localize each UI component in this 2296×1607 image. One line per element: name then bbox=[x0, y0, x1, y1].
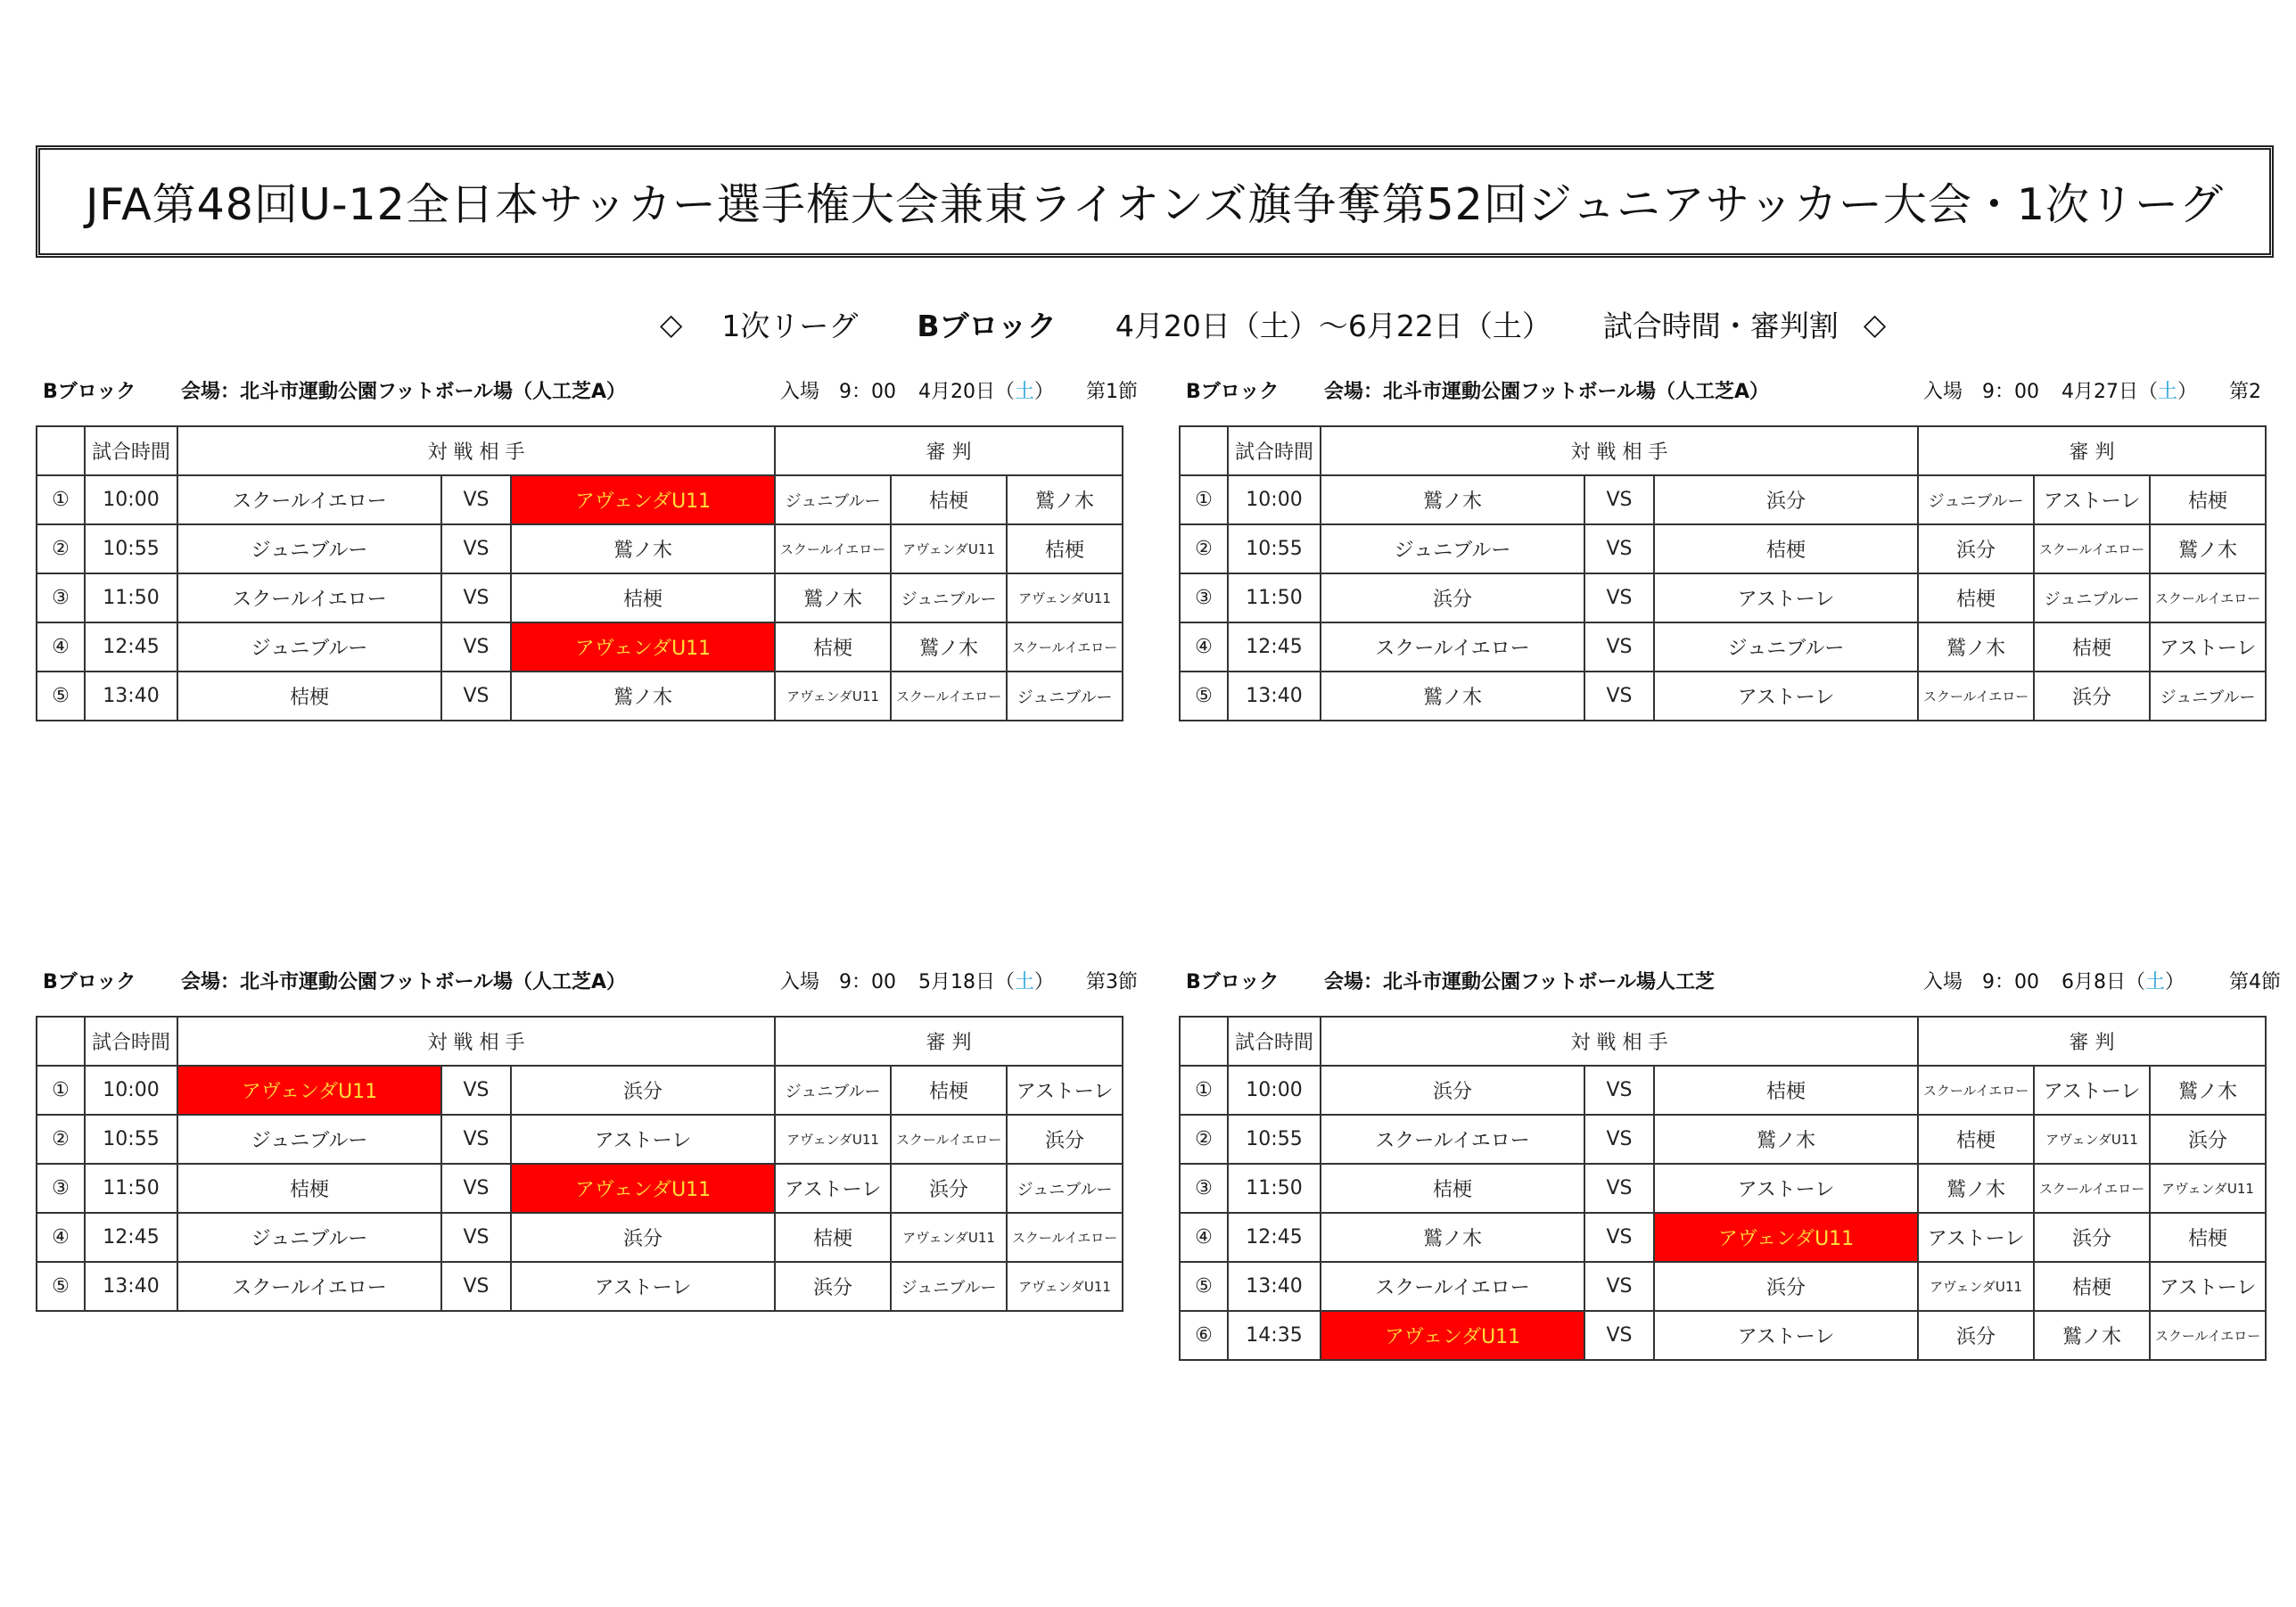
table-row bbox=[37, 1115, 1123, 1164]
referee-2: 浜分 bbox=[2034, 1213, 2150, 1262]
match-time: 11:50 bbox=[85, 573, 177, 622]
referee-3: 浜分 bbox=[2150, 1115, 2266, 1164]
away-team: 浜分 bbox=[511, 1213, 775, 1262]
referee-1: 浜分 bbox=[775, 1262, 891, 1311]
away-team: アヴェンダU11 bbox=[511, 622, 775, 672]
away-team: 浜分 bbox=[1654, 475, 1918, 524]
match-block-2 bbox=[1179, 375, 2267, 709]
table-header-row bbox=[1180, 1017, 2266, 1066]
referee-2: ジュニブルー bbox=[2034, 573, 2150, 622]
vs-label: VS bbox=[441, 1164, 511, 1213]
header-match: 対 戦 相 手 bbox=[177, 1017, 775, 1066]
vs-label: VS bbox=[441, 573, 511, 622]
table-row bbox=[37, 672, 1123, 721]
referee-2: アヴェンダU11 bbox=[891, 1213, 1007, 1262]
referee-2: スクールイエロー bbox=[891, 1115, 1007, 1164]
match-time: 13:40 bbox=[85, 1262, 177, 1311]
match-number: ① bbox=[1180, 475, 1228, 524]
match-time: 10:00 bbox=[85, 475, 177, 524]
referee-1: スクールイエロー bbox=[775, 524, 891, 573]
match-number: ② bbox=[37, 524, 85, 573]
referee-3: スクールイエロー bbox=[1007, 1213, 1123, 1262]
away-team: 鷲ノ木 bbox=[511, 672, 775, 721]
referee-3: 浜分 bbox=[1007, 1115, 1123, 1164]
match-number: ② bbox=[37, 1115, 85, 1164]
schedule-table bbox=[1179, 425, 2267, 721]
venue-label: 会場：北斗市運動公園フットボール場（人工芝A） bbox=[181, 381, 627, 403]
referee-2: アヴェンダU11 bbox=[2034, 1115, 2150, 1164]
venue-label: 会場：北斗市運動公園フットボール場人工芝 bbox=[1324, 971, 1716, 993]
subtitle-league: 1次リーグ bbox=[721, 308, 859, 343]
away-team: 桔梗 bbox=[511, 573, 775, 622]
referee-1: 桔梗 bbox=[1918, 573, 2034, 622]
diamond-icon-left: ◇ bbox=[660, 306, 683, 342]
referee-2: 桔梗 bbox=[891, 475, 1007, 524]
vs-label: VS bbox=[441, 1066, 511, 1115]
away-team: 鷲ノ木 bbox=[1654, 1115, 1918, 1164]
match-time: 11:50 bbox=[85, 1164, 177, 1213]
referee-1: アヴェンダU11 bbox=[1918, 1262, 2034, 1311]
referee-3: アストーレ bbox=[1007, 1066, 1123, 1115]
schedule-table bbox=[1179, 1016, 2267, 1361]
round-label: 第4節 bbox=[2229, 971, 2281, 993]
table-row bbox=[1180, 1164, 2266, 1213]
match-time: 12:45 bbox=[1228, 1213, 1321, 1262]
referee-3: スクールイエロー bbox=[1007, 622, 1123, 672]
vs-label: VS bbox=[1584, 1262, 1654, 1311]
referee-2: 鷲ノ木 bbox=[891, 622, 1007, 672]
referee-2: ジュニブルー bbox=[891, 1262, 1007, 1311]
home-team: 浜分 bbox=[1321, 1066, 1584, 1115]
referee-3: ジュニブルー bbox=[1007, 1164, 1123, 1213]
referee-2: 桔梗 bbox=[2034, 622, 2150, 672]
header-referee: 審 判 bbox=[775, 426, 1123, 475]
match-number: ② bbox=[1180, 524, 1228, 573]
match-block-4 bbox=[1179, 965, 2281, 1348]
match-time: 10:55 bbox=[1228, 1115, 1321, 1164]
vs-label: VS bbox=[1584, 573, 1654, 622]
header-blank bbox=[1180, 1017, 1228, 1066]
header-referee: 審 判 bbox=[1918, 1017, 2266, 1066]
match-time: 10:00 bbox=[1228, 1066, 1321, 1115]
home-team: スクールイエロー bbox=[177, 475, 441, 524]
match-time: 13:40 bbox=[1228, 672, 1321, 721]
vs-label: VS bbox=[441, 1115, 511, 1164]
match-number: ② bbox=[1180, 1115, 1228, 1164]
match-time: 12:45 bbox=[85, 622, 177, 672]
away-team: アストーレ bbox=[1654, 1164, 1918, 1213]
referee-1: ジュニブルー bbox=[775, 1066, 891, 1115]
away-team: アストーレ bbox=[1654, 1311, 1918, 1360]
home-team: 桔梗 bbox=[1321, 1164, 1584, 1213]
header-blank bbox=[1180, 426, 1228, 475]
match-number: ⑤ bbox=[1180, 672, 1228, 721]
referee-1: 浜分 bbox=[1918, 524, 2034, 573]
table-row bbox=[37, 524, 1123, 573]
vs-label: VS bbox=[441, 672, 511, 721]
away-team: アヴェンダU11 bbox=[511, 1164, 775, 1213]
schedule-table bbox=[36, 425, 1123, 721]
referee-1: 桔梗 bbox=[775, 1213, 891, 1262]
referee-1: 鷲ノ木 bbox=[1918, 1164, 2034, 1213]
table-row bbox=[37, 475, 1123, 524]
away-team: 桔梗 bbox=[1654, 1066, 1918, 1115]
table-row bbox=[1180, 1115, 2266, 1164]
header-match: 対 戦 相 手 bbox=[1321, 1017, 1918, 1066]
referee-2: 鷲ノ木 bbox=[2034, 1311, 2150, 1360]
table-header-row bbox=[1180, 426, 2266, 475]
block-label: Bブロック bbox=[1186, 381, 1280, 403]
referee-3: 鷲ノ木 bbox=[1007, 475, 1123, 524]
entry-time: 入場 9：00 bbox=[780, 381, 896, 403]
referee-3: アストーレ bbox=[2150, 1262, 2266, 1311]
referee-3: 桔梗 bbox=[2150, 475, 2266, 524]
referee-2: アヴェンダU11 bbox=[891, 524, 1007, 573]
header-blank bbox=[37, 426, 85, 475]
vs-label: VS bbox=[441, 1213, 511, 1262]
schedule-subtitle bbox=[660, 297, 2051, 350]
table-row bbox=[37, 622, 1123, 672]
vs-label: VS bbox=[1584, 1115, 1654, 1164]
table-row bbox=[1180, 1262, 2266, 1311]
match-time: 11:50 bbox=[1228, 573, 1321, 622]
referee-1: アヴェンダU11 bbox=[775, 672, 891, 721]
home-team: 鷲ノ木 bbox=[1321, 1213, 1584, 1262]
referee-3: スクールイエロー bbox=[2150, 573, 2266, 622]
match-block-3 bbox=[36, 965, 1138, 1299]
referee-1: ジュニブルー bbox=[1918, 475, 2034, 524]
away-team: アストーレ bbox=[1654, 672, 1918, 721]
schedule-table bbox=[36, 1016, 1123, 1312]
table-header-row bbox=[37, 1017, 1123, 1066]
referee-1: 桔梗 bbox=[1918, 1115, 2034, 1164]
home-team: アヴェンダU11 bbox=[177, 1066, 441, 1115]
home-team: スクールイエロー bbox=[1321, 1115, 1584, 1164]
home-team: 浜分 bbox=[1321, 573, 1584, 622]
referee-1: 桔梗 bbox=[775, 622, 891, 672]
block-label: Bブロック bbox=[1186, 971, 1280, 993]
vs-label: VS bbox=[1584, 1213, 1654, 1262]
block-header bbox=[36, 375, 1138, 410]
match-time: 13:40 bbox=[85, 672, 177, 721]
page-title bbox=[36, 145, 2274, 258]
round-label: 第2 bbox=[2229, 381, 2261, 403]
match-number: ④ bbox=[37, 1213, 85, 1262]
referee-2: ジュニブルー bbox=[891, 573, 1007, 622]
referee-1: スクールイエロー bbox=[1918, 672, 2034, 721]
header-time: 試合時間 bbox=[85, 426, 177, 475]
referee-3: 鷲ノ木 bbox=[2150, 524, 2266, 573]
home-team: ジュニブルー bbox=[177, 622, 441, 672]
header-time: 試合時間 bbox=[85, 1017, 177, 1066]
match-number: ④ bbox=[37, 622, 85, 672]
referee-1: スクールイエロー bbox=[1918, 1066, 2034, 1115]
table-row bbox=[37, 1262, 1123, 1311]
header-match: 対 戦 相 手 bbox=[1321, 426, 1918, 475]
match-time: 10:55 bbox=[1228, 524, 1321, 573]
match-date: 4月27日（土） bbox=[2061, 381, 2198, 403]
match-date: 4月20日（土） bbox=[918, 381, 1055, 403]
referee-3: スクールイエロー bbox=[2150, 1311, 2266, 1360]
vs-label: VS bbox=[441, 524, 511, 573]
referee-2: スクールイエロー bbox=[2034, 524, 2150, 573]
block-label: Bブロック bbox=[43, 971, 136, 993]
block-header bbox=[1179, 965, 2281, 1001]
vs-label: VS bbox=[441, 475, 511, 524]
home-team: 桔梗 bbox=[177, 1164, 441, 1213]
match-time: 12:45 bbox=[85, 1213, 177, 1262]
home-team: ジュニブルー bbox=[1321, 524, 1584, 573]
entry-time: 入場 9：00 bbox=[1923, 971, 2039, 993]
page-title-text: JFA第48回U-12全日本サッカー選手権大会兼東ライオンズ旗争奪第52回ジュニアサッカー大会・1次リーグ bbox=[85, 179, 2225, 230]
table-row bbox=[1180, 1311, 2266, 1360]
diamond-icon-right: ◇ bbox=[1863, 306, 1887, 342]
away-team: 浜分 bbox=[511, 1066, 775, 1115]
table-row bbox=[37, 573, 1123, 622]
away-team: アストーレ bbox=[511, 1262, 775, 1311]
subtitle-period: 4月20日（土）〜6月22日（土） bbox=[1115, 308, 1551, 343]
referee-2: 桔梗 bbox=[2034, 1262, 2150, 1311]
referee-3: ジュニブルー bbox=[2150, 672, 2266, 721]
away-team: アストーレ bbox=[1654, 573, 1918, 622]
away-team: 浜分 bbox=[1654, 1262, 1918, 1311]
table-row bbox=[1180, 475, 2266, 524]
match-number: ③ bbox=[1180, 573, 1228, 622]
match-time: 12:45 bbox=[1228, 622, 1321, 672]
home-team: ジュニブルー bbox=[177, 1213, 441, 1262]
header-time: 試合時間 bbox=[1228, 426, 1321, 475]
referee-3: アヴェンダU11 bbox=[1007, 573, 1123, 622]
vs-label: VS bbox=[1584, 524, 1654, 573]
match-time: 10:00 bbox=[1228, 475, 1321, 524]
block-header bbox=[36, 965, 1138, 1001]
referee-3: 鷲ノ木 bbox=[2150, 1066, 2266, 1115]
home-team: 桔梗 bbox=[177, 672, 441, 721]
match-number: ⑥ bbox=[1180, 1311, 1228, 1360]
referee-1: アストーレ bbox=[1918, 1213, 2034, 1262]
vs-label: VS bbox=[441, 622, 511, 672]
subtitle-block: Bブロック bbox=[917, 308, 1057, 343]
referee-1: アストーレ bbox=[775, 1164, 891, 1213]
match-number: ③ bbox=[1180, 1164, 1228, 1213]
home-team: ジュニブルー bbox=[177, 1115, 441, 1164]
vs-label: VS bbox=[1584, 1164, 1654, 1213]
round-label: 第1節 bbox=[1086, 381, 1138, 403]
match-time: 10:00 bbox=[85, 1066, 177, 1115]
match-time: 11:50 bbox=[1228, 1164, 1321, 1213]
home-team: ジュニブルー bbox=[177, 524, 441, 573]
vs-label: VS bbox=[1584, 475, 1654, 524]
home-team: スクールイエロー bbox=[1321, 622, 1584, 672]
referee-3: アストーレ bbox=[2150, 622, 2266, 672]
vs-label: VS bbox=[1584, 1066, 1654, 1115]
match-number: ⑤ bbox=[37, 672, 85, 721]
header-time: 試合時間 bbox=[1228, 1017, 1321, 1066]
round-label: 第3節 bbox=[1086, 971, 1138, 993]
away-team: アストーレ bbox=[511, 1115, 775, 1164]
vs-label: VS bbox=[1584, 1311, 1654, 1360]
entry-time: 入場 9：00 bbox=[780, 971, 896, 993]
referee-2: スクールイエロー bbox=[891, 672, 1007, 721]
away-team: アヴェンダU11 bbox=[511, 475, 775, 524]
referee-3: 桔梗 bbox=[1007, 524, 1123, 573]
vs-label: VS bbox=[1584, 672, 1654, 721]
referee-1: ジュニブルー bbox=[775, 475, 891, 524]
referee-1: アヴェンダU11 bbox=[775, 1115, 891, 1164]
home-team: 鷲ノ木 bbox=[1321, 672, 1584, 721]
subtitle-desc: 試合時間・審判割 bbox=[1602, 308, 1839, 343]
match-number: ④ bbox=[1180, 622, 1228, 672]
match-number: ⑤ bbox=[1180, 1262, 1228, 1311]
referee-2: アストーレ bbox=[2034, 1066, 2150, 1115]
match-number: ③ bbox=[37, 573, 85, 622]
match-number: ① bbox=[37, 1066, 85, 1115]
referee-2: 浜分 bbox=[891, 1164, 1007, 1213]
home-team: スクールイエロー bbox=[177, 1262, 441, 1311]
header-blank bbox=[37, 1017, 85, 1066]
table-row bbox=[37, 1213, 1123, 1262]
referee-2: アストーレ bbox=[2034, 475, 2150, 524]
table-row bbox=[1180, 573, 2266, 622]
table-row bbox=[1180, 1066, 2266, 1115]
entry-time: 入場 9：00 bbox=[1923, 381, 2039, 403]
referee-2: 桔梗 bbox=[891, 1066, 1007, 1115]
home-team: アヴェンダU11 bbox=[1321, 1311, 1584, 1360]
table-header-row bbox=[37, 426, 1123, 475]
table-row bbox=[1180, 672, 2266, 721]
match-number: ① bbox=[37, 475, 85, 524]
home-team: 鷲ノ木 bbox=[1321, 475, 1584, 524]
match-time: 14:35 bbox=[1228, 1311, 1321, 1360]
referee-2: スクールイエロー bbox=[2034, 1164, 2150, 1213]
table-row bbox=[1180, 622, 2266, 672]
venue-label: 会場：北斗市運動公園フットボール場（人工芝A） bbox=[1324, 381, 1770, 403]
header-referee: 審 判 bbox=[775, 1017, 1123, 1066]
home-team: スクールイエロー bbox=[177, 573, 441, 622]
table-row bbox=[1180, 1213, 2266, 1262]
referee-3: 桔梗 bbox=[2150, 1213, 2266, 1262]
match-number: ① bbox=[1180, 1066, 1228, 1115]
home-team: スクールイエロー bbox=[1321, 1262, 1584, 1311]
block-header bbox=[1179, 375, 2267, 410]
match-date: 5月18日（土） bbox=[918, 971, 1055, 993]
away-team: 鷲ノ木 bbox=[511, 524, 775, 573]
match-block-1 bbox=[36, 375, 1138, 709]
match-date: 6月8日（土） bbox=[2061, 971, 2185, 993]
venue-label: 会場：北斗市運動公園フットボール場（人工芝A） bbox=[181, 971, 627, 993]
match-number: ⑤ bbox=[37, 1262, 85, 1311]
vs-label: VS bbox=[1584, 622, 1654, 672]
referee-3: アヴェンダU11 bbox=[2150, 1164, 2266, 1213]
match-time: 10:55 bbox=[85, 1115, 177, 1164]
block-label: Bブロック bbox=[43, 381, 136, 403]
match-time: 10:55 bbox=[85, 524, 177, 573]
away-team: アヴェンダU11 bbox=[1654, 1213, 1918, 1262]
vs-label: VS bbox=[441, 1262, 511, 1311]
match-time: 13:40 bbox=[1228, 1262, 1321, 1311]
referee-3: アヴェンダU11 bbox=[1007, 1262, 1123, 1311]
away-team: ジュニブルー bbox=[1654, 622, 1918, 672]
referee-1: 鷲ノ木 bbox=[775, 573, 891, 622]
referee-1: 鷲ノ木 bbox=[1918, 622, 2034, 672]
table-row bbox=[37, 1164, 1123, 1213]
table-row bbox=[37, 1066, 1123, 1115]
header-referee: 審 判 bbox=[1918, 426, 2266, 475]
away-team: 桔梗 bbox=[1654, 524, 1918, 573]
referee-1: 浜分 bbox=[1918, 1311, 2034, 1360]
header-match: 対 戦 相 手 bbox=[177, 426, 775, 475]
match-number: ④ bbox=[1180, 1213, 1228, 1262]
referee-3: ジュニブルー bbox=[1007, 672, 1123, 721]
referee-2: 浜分 bbox=[2034, 672, 2150, 721]
table-row bbox=[1180, 524, 2266, 573]
match-number: ③ bbox=[37, 1164, 85, 1213]
